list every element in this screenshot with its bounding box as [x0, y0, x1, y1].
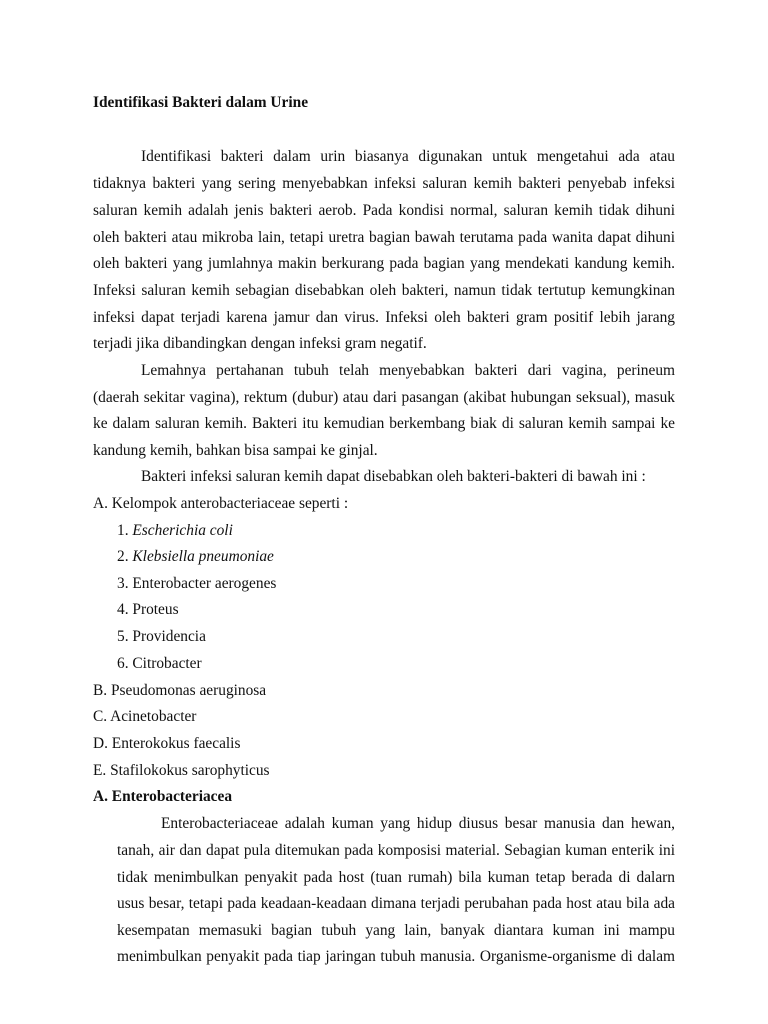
- paragraph-line: kandung kemih, bahkan bisa sampai ke ginjal.: [93, 442, 378, 459]
- section-heading: A. Enterobacteriacea: [93, 788, 233, 805]
- paragraph-line: oleh bakteri yang jumlahnya makin berkurang pada bagian yang mendekati kandung kemih.: [93, 255, 675, 272]
- list-item-number: 5.: [117, 628, 129, 645]
- list-item: [117, 654, 202, 674]
- paragraph-line: saluran kemih adalah jenis bakteri aerob. Pada kondisi normal, saluran kemih tidak dihuni: [93, 202, 675, 219]
- list-item: [117, 521, 233, 541]
- list-item-name: Proteus: [132, 601, 179, 618]
- list-item: [117, 574, 276, 594]
- paragraph-line: Lemahnya pertahanan tubuh telah menyebabkan bakteri dari vagina, perineum: [141, 362, 675, 379]
- list-item: [117, 547, 274, 567]
- list-item-number: 3.: [117, 575, 129, 592]
- list-item-name: Escherichia coli: [132, 522, 233, 539]
- paragraph-line: ke dalam saluran kemih. Bakteri itu kemudian berkembang biak di saluran kemih sampai ke: [93, 415, 675, 432]
- list-item-number: 4.: [117, 601, 129, 618]
- paragraph-line: Identifikasi bakteri dalam urin biasanya digunakan untuk mengetahui ada atau: [141, 148, 675, 165]
- paragraph-line: Infeksi saluran kemih sebagian disebabkan oleh bakteri, namun tidak tertutup kemungkinan: [93, 282, 675, 299]
- paragraph-line: menimbulkan penyakit pada tiap jaringan tubuh manusia. Organisme-organisme di dalam: [117, 948, 675, 965]
- document-title: Identifikasi Bakteri dalam Urine: [93, 94, 309, 111]
- paragraph-line: tanah, air dan dapat pula ditemukan pada komposisi material. Sebagian kuman enterik ini: [117, 842, 675, 859]
- paragraph-line: Enterobacteriaceae adalah kuman yang hidup diusus besar manusia dan hewan,: [161, 815, 675, 832]
- list-heading-d: D. Enterokokus faecalis: [93, 735, 241, 752]
- paragraph-line: infeksi dapat terjadi karena jamur dan virus. Infeksi oleh bakteri gram positif lebih jarang: [93, 309, 675, 326]
- list-item-number: 2.: [117, 548, 129, 565]
- list-heading-e: E. Stafilokokus sarophyticus: [93, 762, 270, 779]
- paragraph-line: Bakteri infeksi saluran kemih dapat disebabkan oleh bakteri-bakteri di bawah ini :: [141, 468, 646, 485]
- paragraph-line: usus besar, tetapi pada keadaan-keadaan dimana terjadi perubahan pada host atau bila ada: [117, 895, 675, 912]
- list-item-name: Enterobacter aerogenes: [132, 575, 277, 592]
- list-item-number: 1.: [117, 522, 129, 539]
- paragraph-line: terjadi jika dibandingkan dengan infeksi gram negatif.: [93, 335, 427, 352]
- list-item-name: Providencia: [132, 628, 206, 645]
- list-heading-b: B. Pseudomonas aeruginosa: [93, 682, 267, 699]
- paragraph-line: kesempatan memasuki bagian tubuh yang lain, banyak diantara kuman ini mampu: [117, 922, 675, 939]
- list-heading-c: C. Acinetobacter: [93, 708, 197, 725]
- paragraph-line: tidak menimbulkan penyakit pada host (tuan rumah) bila kuman tetap berada di dalarn: [117, 869, 675, 886]
- list-item: [117, 627, 206, 647]
- list-item-name: Klebsiella pneumoniae: [132, 548, 274, 565]
- paragraph-line: (daerah sekitar vagina), rektum (dubur) atau dari pasangan (akibat hubungan seksual), masuk: [93, 389, 675, 406]
- list-heading-a: A. Kelompok anterobacteriaceae seperti :: [93, 495, 349, 512]
- paragraph-line: oleh bakteri atau mikroba lain, tetapi uretra bagian bawah terutama pada wanita dapat dihuni: [93, 229, 675, 246]
- list-item-name: Citrobacter: [132, 655, 202, 672]
- list-item: [117, 600, 179, 620]
- list-item-number: 6.: [117, 655, 129, 672]
- paragraph-line: tidaknya bakteri yang sering menyebabkan infeksi saluran kemih bakteri penyebab infeksi: [93, 175, 675, 192]
